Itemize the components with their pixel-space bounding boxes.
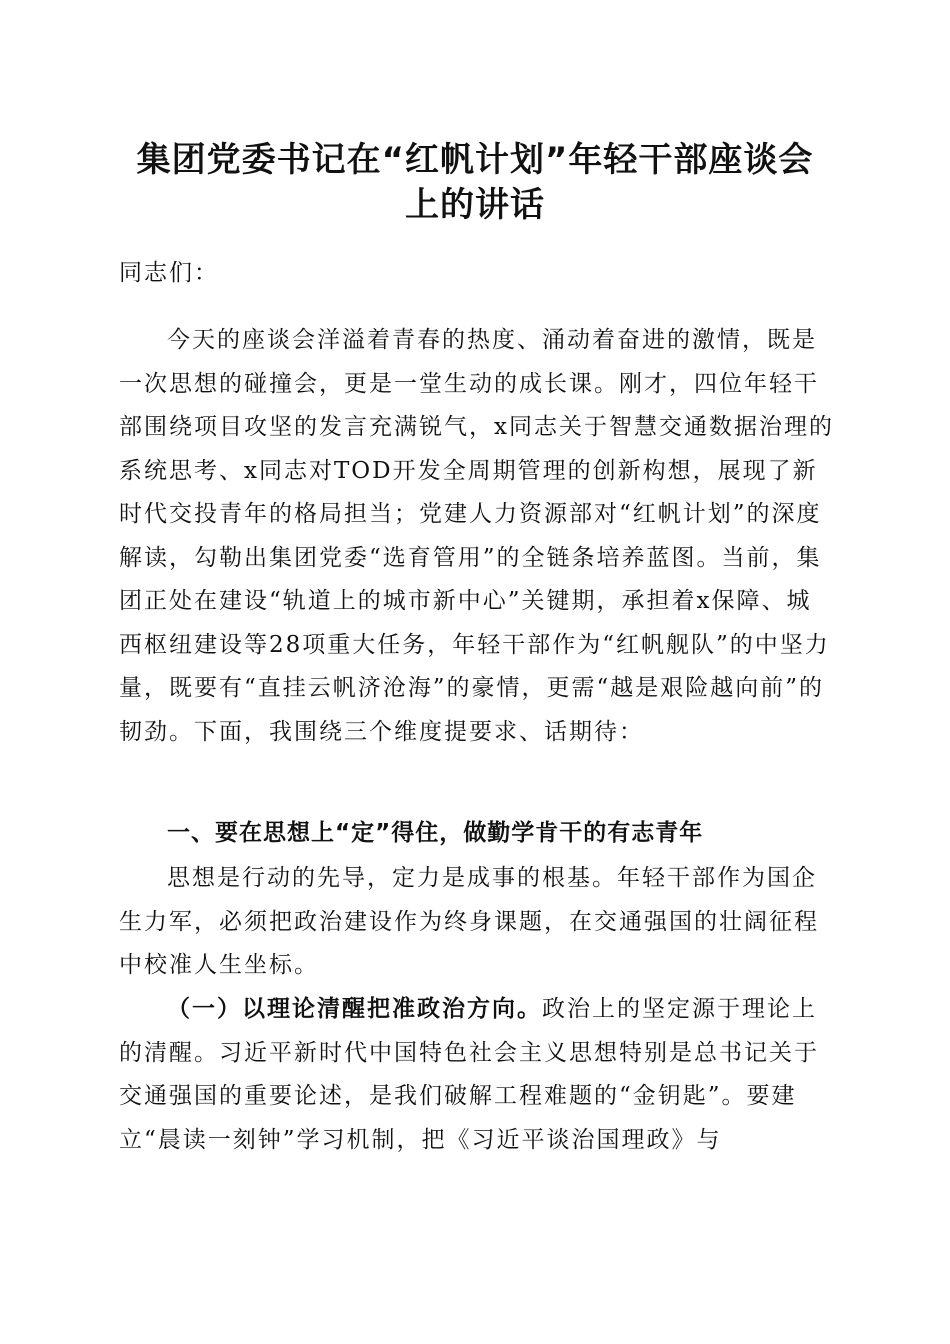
subsection-1-text: 政治上的坚定源于理论上的清醒。习近平新时代中国特色社会主义思想特别是总书记关于交通强国的重要论述，是我们破解工程难题的“金钥匙”。要建立“晨读一刻钟”学习机制，把《习近平谈治国理政》与 <box>119 996 819 1153</box>
opening-paragraph: 今天的座谈会洋溢着青春的热度、涌动着奋进的激情，既是一次思想的碰撞会，更是一堂生动的成长课。刚才，四位年轻干部围绕项目攻坚的发言充满锐气，x同志关于智慧交通数据治理的系统思考、x同志对TOD开发全周期管理的创新构想，展现了新时代交投青年的格局担当；党建人力资源部对“红帆计划”的深度解读，勾勒出集团党委“选育管用”的全链条培养蓝图。当前，集团正处在建设“轨道上的城市新中心”关键期，承担着x保障、城西枢纽建设等28项重大任务，年轻干部作为“红帆舰队”的中坚力量，既要有“直挂云帆济沧海”的豪情，更需“越是艰险越向前”的韧劲。下面，我围绕三个维度提要求、话期待： <box>119 327 834 745</box>
document-title-line2: 上的讲话 <box>405 185 545 225</box>
document-title-line1: 集团党委书记在“红帆计划”年轻干部座谈会 <box>136 140 814 180</box>
salutation: 同志们： <box>119 260 219 286</box>
section-heading-1: 一、要在思想上“定”得住，做勤学肯干的有志青年 <box>167 820 704 846</box>
subsection-1-paragraph <box>119 988 834 1162</box>
section-1-intro-paragraph: 思想是行动的先导，定力是成事的根基。年轻干部作为国企生力军，必须把政治建设作为终身课题，在交通强国的壮阔征程中校准人生坐标。 <box>119 865 819 978</box>
subsection-heading-1: （一）以理论清醒把准政治方向。 <box>167 996 542 1022</box>
